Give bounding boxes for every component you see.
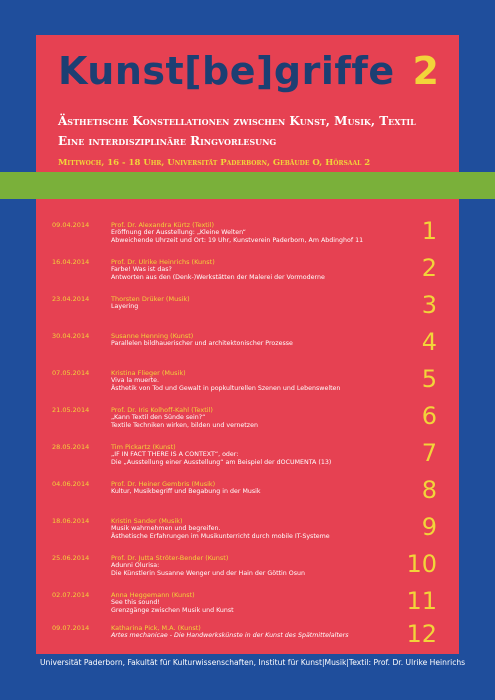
lecture-speaker: Tim Pickartz (Kunst) (111, 443, 176, 451)
lecture-date: 23.04.2014 (52, 295, 90, 303)
lecture-number: 8 (421, 476, 437, 504)
lecture-speaker: Kristina Flieger (Musik) (111, 369, 186, 377)
subtitle-constellations: Ästhetische Konstellationen zwischen Kunst, Musik, Textil (58, 114, 416, 128)
subtitle-lecture-series: Eine interdisziplinäre Ringvorlesung (58, 134, 277, 148)
lecture-date: 21.05.2014 (52, 406, 90, 414)
lecture-date: 09.04.2014 (52, 221, 90, 229)
lecture-date: 07.05.2014 (52, 369, 90, 377)
lecture-speaker: Thorsten Drüker (Musik) (111, 295, 190, 303)
lecture-title: „Kann Textil den Sünde sein?“ (111, 414, 206, 421)
poster-title: Kunst[be]griffe (58, 49, 395, 93)
lecture-subtitle: Antworten aus den (Denk-)Werkstätten der Malerei der Vormoderne (111, 274, 325, 281)
green-divider-band (0, 172, 495, 199)
lecture-date: 30.04.2014 (52, 332, 90, 340)
lecture-date: 16.04.2014 (52, 258, 90, 266)
poster-title-number: 2 (412, 49, 439, 93)
footer (0, 654, 495, 700)
lecture-title: „IF IN FACT THERE IS A CONTEXT“, oder: (111, 451, 239, 458)
lecture-number: 7 (421, 439, 437, 467)
lecture-number: 5 (421, 365, 437, 393)
lecture-date: 04.06.2014 (52, 480, 90, 488)
lecture-subtitle: Die Künstlerin Susanne Wenger und der Hain der Göttin Osun (111, 570, 306, 577)
header-panel (36, 35, 459, 172)
schedule-row (36, 429, 459, 467)
lecture-title: Viva la muerte. (111, 377, 160, 384)
schedule-row (36, 466, 459, 504)
lecture-title: Parallelen bildhauerischer und architektonischer Prozesse (111, 340, 293, 347)
lecture-date: 28.05.2014 (52, 443, 90, 451)
schedule-row (36, 540, 459, 578)
schedule-row (36, 207, 459, 245)
footer-institution: Universität Paderborn, Fakultät für Kulturwissenschaften, Institut für Kunst|Musik|Textil: Prof. Dr. Ulrike Heinrichs (40, 658, 466, 667)
lecture-title: Kultur, Musikbegriff und Begabung in der Musik (111, 488, 261, 495)
lecture-number: 10 (406, 550, 437, 578)
lecture-speaker: Kristin Sander (Musik) (111, 517, 183, 525)
lecture-speaker: Anna Heggemann (Kunst) (111, 591, 195, 599)
lecture-number: 11 (406, 587, 437, 615)
lecture-number: 4 (421, 328, 437, 356)
lecture-subtitle: Ästhetik von Tod und Gewalt in popkulturellen Szenen und Lebenswelten (111, 385, 341, 392)
lecture-subtitle: Ästhetische Erfahrungen im Musikunterricht durch mobile IT-Systeme (111, 533, 330, 540)
lecture-speaker: Prof. Dr. Heiner Gembris (Musik) (111, 480, 216, 488)
lecture-title: Musik wahrnehmen und begreifen. (111, 525, 221, 532)
lecture-number: 3 (421, 291, 437, 319)
schedule-row (36, 281, 459, 319)
lecture-speaker: Prof. Dr. Iris Kolhoff-Kahl (Textil) (111, 406, 213, 414)
lecture-speaker: Prof. Dr. Ulrike Heinrichs (Kunst) (111, 258, 215, 266)
lecture-date: 02.07.2014 (52, 591, 90, 599)
lecture-date: 25.06.2014 (52, 554, 90, 562)
lecture-number: 1 (421, 217, 437, 245)
schedule-row (36, 355, 459, 393)
lecture-number: 6 (421, 402, 437, 430)
schedule-row (36, 244, 459, 282)
lecture-speaker: Susanne Henning (Kunst) (111, 332, 194, 340)
lecture-number: 2 (421, 254, 437, 282)
lecture-speaker: Prof. Dr. Jutta Ströter-Bender (Kunst) (111, 554, 229, 562)
lecture-subtitle: Abweichende Uhrzeit und Ort: 19 Uhr, Kunstverein Paderborn, Am Abdinghof 11 (111, 237, 364, 244)
event-info: Mittwoch, 16 - 18 Uhr, Universität Paderborn, Gebäude O, Hörsaal 2 (58, 158, 371, 168)
lecture-number: 9 (421, 513, 437, 541)
lecture-title: See this sound! (111, 599, 160, 606)
schedule-row (36, 503, 459, 541)
lecture-title: Artes mechanicae - Die Handwerkskünste in der Kunst des Spätmittelalters (111, 632, 349, 639)
lecture-subtitle: Grenzgänge zwischen Musik und Kunst (111, 607, 234, 614)
lecture-speaker: Prof. Dr. Alexandra Kürtz (Textil) (111, 221, 214, 229)
lecture-date: 18.06.2014 (52, 517, 90, 525)
lecture-title: Farbe! Was ist das? (111, 266, 172, 273)
lecture-date: 09.07.2014 (52, 624, 90, 632)
lecture-subtitle: Textile Techniken wirken, bilden und vernetzen (111, 422, 258, 429)
lecture-title: Eröffnung der Ausstellung: „Kleine Welten“ (111, 229, 246, 236)
schedule-row (36, 318, 459, 356)
lecture-title: Layering (111, 303, 139, 310)
lecture-title: Adunni Olurisa: (111, 562, 160, 569)
lecture-subtitle: Die „Ausstellung einer Ausstellung“ am Beispiel der dOCUMENTA (13) (111, 459, 332, 466)
lecture-speaker: Katharina Pick, M.A. (Kunst) (111, 624, 201, 632)
schedule-row (36, 392, 459, 430)
lecture-number: 12 (406, 620, 437, 648)
schedule-row (36, 610, 459, 648)
schedule-panel (36, 199, 459, 654)
